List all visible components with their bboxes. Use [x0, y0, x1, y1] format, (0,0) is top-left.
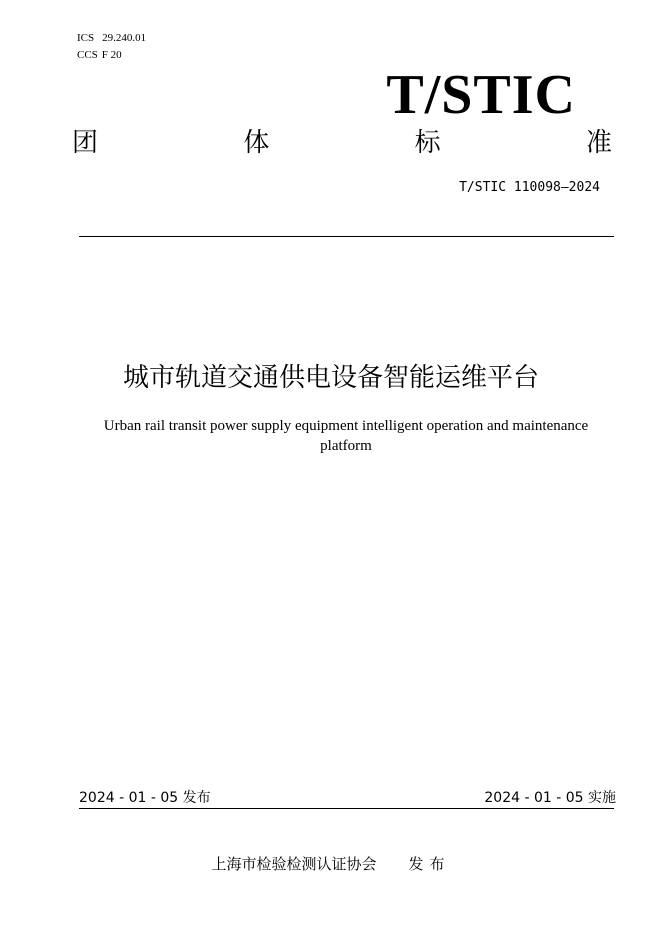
standard-number: T/STIC 110098—2024	[459, 180, 600, 195]
publisher-name: 上海市检验检测认证协会	[211, 855, 377, 873]
implementation-date: 2024 - 01 - 05 实施	[484, 790, 616, 806]
ccs-classification	[77, 49, 122, 62]
publish-date: 2024 - 01 - 05 发布	[79, 790, 211, 806]
publisher-action: 发布	[408, 855, 451, 873]
standard-type-char-2: 体	[243, 128, 270, 158]
footer-divider	[79, 808, 614, 809]
ccs-label: CCS	[77, 49, 98, 61]
ics-label: ICS	[77, 32, 95, 44]
standard-logo: T/STIC	[386, 64, 576, 126]
document-title-english: Urban rail transit power supply equipment intelligent operation and maintenance platform	[103, 418, 589, 454]
header-divider	[79, 236, 614, 237]
publisher-line	[0, 855, 662, 873]
ccs-code: F 20	[101, 49, 122, 61]
standard-type-char-4: 准	[585, 128, 612, 158]
standard-type-char-3: 标	[414, 128, 441, 158]
standard-type-char-1: 团	[72, 128, 99, 158]
standard-type-heading	[72, 128, 612, 158]
ics-classification	[77, 32, 146, 45]
ics-code: 29.240.01	[102, 32, 147, 44]
document-title-chinese: 城市轨道交通供电设备智能运维平台	[122, 363, 539, 393]
